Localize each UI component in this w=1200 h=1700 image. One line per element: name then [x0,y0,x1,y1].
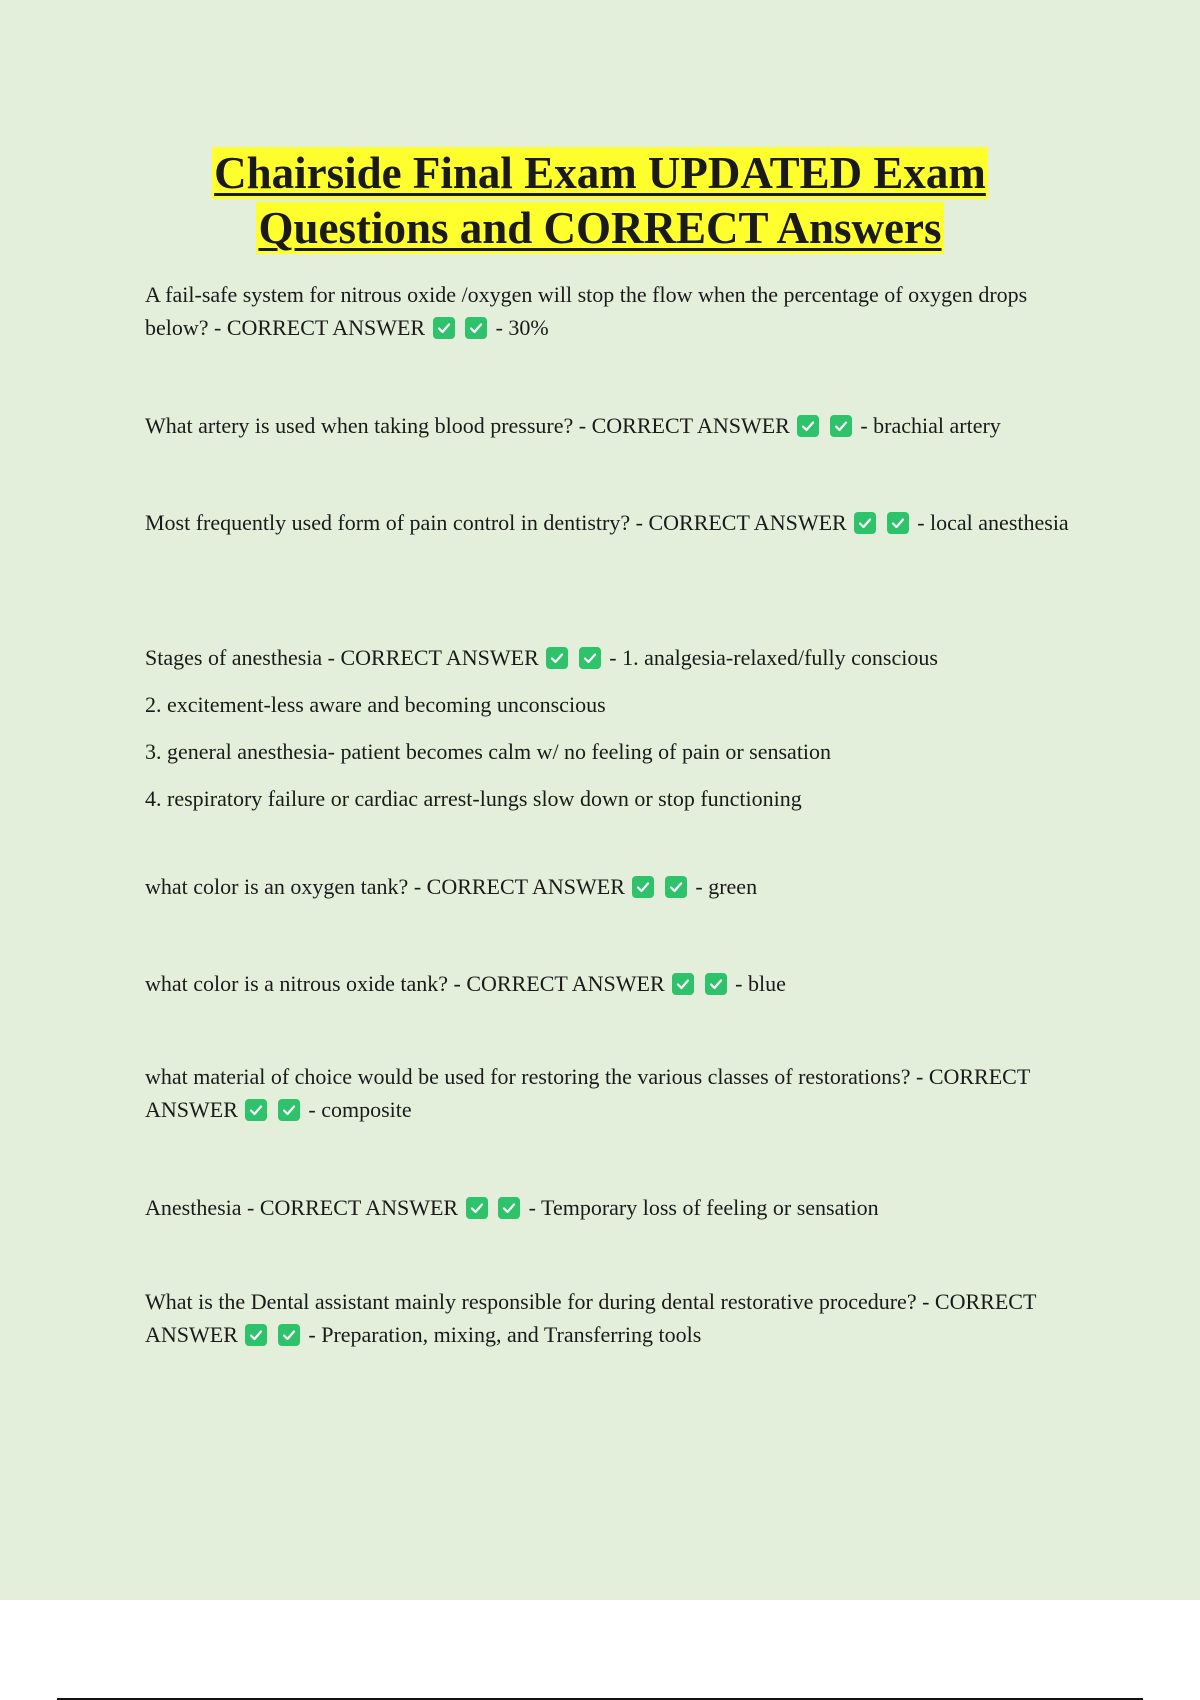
title-line-1: Chairside Final Exam UPDATED Exam [214,148,986,198]
question-text: what color is an oxygen tank? - [145,874,427,899]
question-text: Most frequently used form of pain control in dentistry? - [145,510,649,535]
question-text: what color is a nitrous oxide tank? - [145,971,467,996]
qa-item [145,278,1075,344]
check-icon [632,876,654,898]
check-icon [433,317,455,339]
correct-answer-label: CORRECT ANSWER [426,874,625,899]
answer-text: - blue [735,971,786,996]
check-icon [465,317,487,339]
answer-text: - local anesthesia [917,510,1069,535]
check-icon [498,1197,520,1219]
question-text: A fail-safe system for nitrous oxide /oxygen will stop the flow when the percentage of oxygen drops below? - [145,282,1028,340]
qa-item [145,409,1075,442]
qa-item [145,506,1075,539]
check-icon [705,973,727,995]
qa-item [145,1060,1075,1126]
check-icon [546,647,568,669]
answer-text: - 30% [495,315,549,340]
correct-answer-label: CORRECT ANSWER [145,1064,1030,1122]
check-icon [245,1324,267,1346]
correct-answer-label: CORRECT ANSWER [340,645,539,670]
stage-line: 4. respiratory failure or cardiac arrest-lungs slow down or stop functioning [145,786,802,811]
correct-answer-label: CORRECT ANSWER [226,315,426,340]
answer-text: - Temporary loss of feeling or sensation [528,1195,879,1220]
qa-item [145,870,1075,903]
answer-text: - composite [308,1097,412,1122]
check-icon [579,647,601,669]
title-line-2: Questions and CORRECT Answers [258,203,942,253]
check-icon [278,1324,300,1346]
correct-answer-label: CORRECT ANSWER [648,510,847,535]
check-icon [854,512,876,534]
document-title [0,144,1200,254]
answer-text: - brachial artery [860,413,1001,438]
correct-answer-label: CORRECT ANSWER [145,1289,1036,1347]
correct-answer-label: CORRECT ANSWER [259,1195,459,1220]
check-icon [887,512,909,534]
question-text: What artery is used when taking blood pressure? - [145,413,592,438]
qa-item [145,634,1075,822]
qa-item [145,967,1075,1000]
question-text: what material of choice would be used for restoring the various classes of restorations? - [145,1064,929,1089]
question-text: Stages of anesthesia - [145,645,341,670]
answer-text: - 1. analgesia-relaxed/fully conscious [609,645,938,670]
stage-line: 3. general anesthesia- patient becomes calm w/ no feeling of pain or sensation [145,739,832,764]
correct-answer-label: CORRECT ANSWER [591,413,790,438]
check-icon [245,1099,267,1121]
check-icon [830,415,852,437]
stage-line: 2. excitement-less aware and becoming unconscious [145,692,606,717]
correct-answer-label: CORRECT ANSWER [466,971,665,996]
check-icon [672,973,694,995]
check-icon [278,1099,300,1121]
check-icon [466,1197,488,1219]
qa-item [145,1285,1075,1351]
qa-item [145,1191,1075,1224]
check-icon [797,415,819,437]
answer-text: - green [695,874,758,899]
question-text: Anesthesia - [145,1195,260,1220]
answer-text: - Preparation, mixing, and Transferring tools [308,1322,702,1347]
question-text: What is the Dental assistant mainly responsible for during dental restorative procedure? - [145,1289,935,1314]
check-icon [665,876,687,898]
